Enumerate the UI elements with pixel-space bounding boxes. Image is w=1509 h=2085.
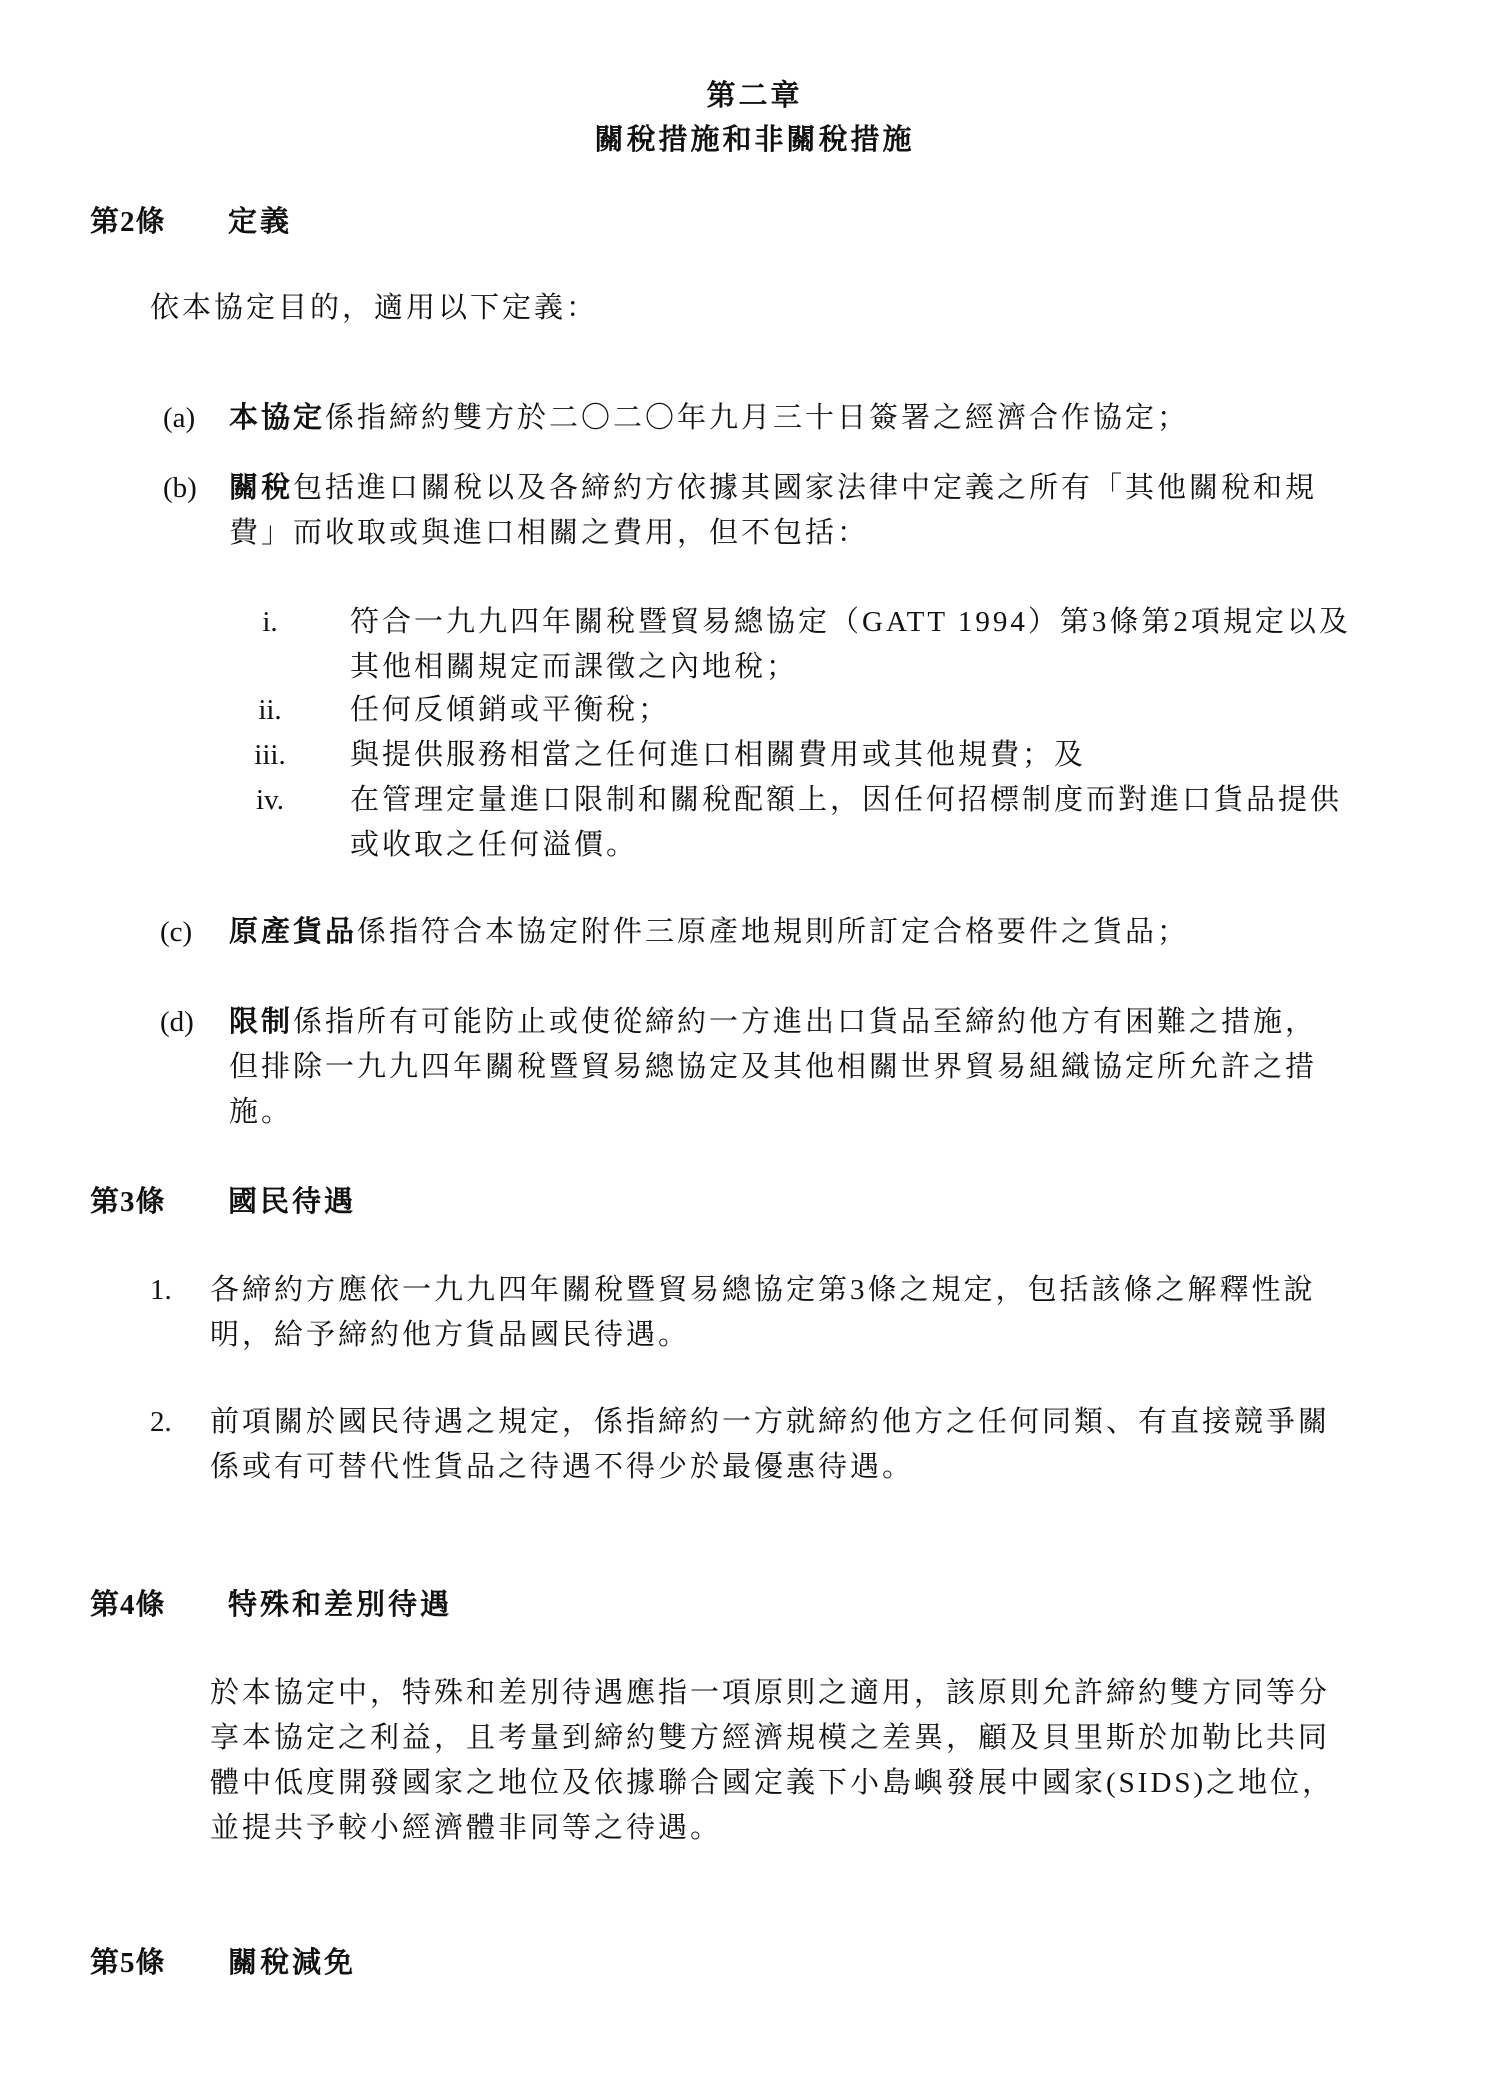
item-a-term: 本協定 — [229, 402, 326, 434]
item-b-term: 關稅 — [229, 472, 294, 504]
chapter-title: 關稅措施和非關稅措施 — [594, 124, 915, 156]
sub-ii-label: ii. — [258, 694, 282, 726]
item-d-label: (d) — [160, 1006, 194, 1038]
article-3-para-2-label: 2. — [150, 1406, 172, 1438]
article-3-para-1-label: 1. — [150, 1274, 172, 1306]
sub-ii-line-1: 任何反傾銷或平衡稅； — [350, 694, 671, 726]
item-d-text: 係指所有可能防止或使從締約一方進出口貨品至締約他方有困難之措施， — [293, 1006, 1318, 1038]
article-2-title: 定義 — [228, 206, 293, 238]
item-d-line-2: 但排除一九九四年關稅暨貿易總協定及其他相關世界貿易組織協定所允許之措 — [229, 1051, 1318, 1083]
article-3-para-1-line-2: 明，給予締約他方貨品國民待遇。 — [210, 1319, 691, 1351]
item-d-line-3: 施。 — [229, 1096, 294, 1128]
sub-iv-label: iv. — [256, 784, 284, 816]
item-c-text: 係指符合本協定附件三原產地規則所訂定合格要件之貨品； — [357, 916, 1190, 948]
article-4-title: 特殊和差別待遇 — [228, 1589, 453, 1621]
item-a-text: 係指締約雙方於二〇二〇年九月三十日簽署之經濟合作協定； — [325, 402, 1190, 434]
sub-iv-line-2: 或收取之任何溢價。 — [350, 829, 639, 861]
item-c-term: 原產貨品 — [229, 916, 358, 948]
item-d-term: 限制 — [229, 1006, 294, 1038]
sub-i-line-2: 其他相關規定而課徵之內地稅； — [350, 651, 799, 683]
article-5-number: 第5條 — [90, 1947, 166, 1979]
article-2-number: 第2條 — [90, 206, 166, 238]
article-2-intro: 依本協定目的，適用以下定義： — [150, 292, 599, 324]
article-4-line-4: 並提共予較小經濟體非同等之待遇。 — [210, 1812, 723, 1844]
item-c-label: (c) — [160, 916, 193, 948]
item-a-label: (a) — [163, 402, 196, 434]
item-a — [229, 400, 1189, 436]
article-4-line-2: 享本協定之利益，且考量到締約雙方經濟規模之差異，顧及貝里斯於加勒比共同 — [210, 1722, 1331, 1754]
article-3-para-2-line-1: 前項關於國民待遇之規定，係指締約一方就締約他方之任何同類、有直接競爭關 — [210, 1406, 1331, 1438]
item-d-line-1 — [229, 1004, 1317, 1040]
sub-i-line-1: 符合一九九四年關稅暨貿易總協定（GATT 1994）第3條第2項規定以及 — [350, 606, 1351, 638]
article-3-title: 國民待遇 — [228, 1186, 357, 1218]
sub-iv-line-1: 在管理定量進口限制和關稅配額上，因任何招標制度而對進口貨品提供 — [350, 784, 1343, 816]
article-3-para-1-line-1: 各締約方應依一九九四年關稅暨貿易總協定第3條之規定，包括該條之解釋性說 — [210, 1274, 1316, 1306]
item-b-label: (b) — [163, 472, 197, 504]
item-b-line-2: 費」而收取或與進口相關之費用，但不包括： — [229, 517, 870, 549]
sub-iii-label: iii. — [254, 739, 286, 771]
article-5-title: 關稅減免 — [228, 1947, 357, 1979]
item-b-line-1 — [229, 470, 1317, 506]
item-c — [229, 914, 1189, 950]
article-3-number: 第3條 — [90, 1186, 166, 1218]
chapter-number: 第二章 — [706, 80, 803, 112]
sub-iii-line-1: 與提供服務相當之任何進口相關費用或其他規費；及 — [350, 739, 1087, 771]
article-4-line-3: 體中低度開發國家之地位及依據聯合國定義下小島嶼發展中國家(SIDS)之地位， — [210, 1767, 1335, 1799]
item-b-text: 包括進口關稅以及各締約方依據其國家法律中定義之所有「其他關稅和規 — [293, 472, 1318, 504]
article-4-line-1: 於本協定中，特殊和差別待遇應指一項原則之適用，該原則允許締約雙方同等分 — [210, 1677, 1331, 1709]
sub-i-label: i. — [262, 606, 278, 638]
article-3-para-2-line-2: 係或有可替代性貨品之待遇不得少於最優惠待遇。 — [210, 1451, 915, 1483]
article-4-number: 第4條 — [90, 1589, 166, 1621]
